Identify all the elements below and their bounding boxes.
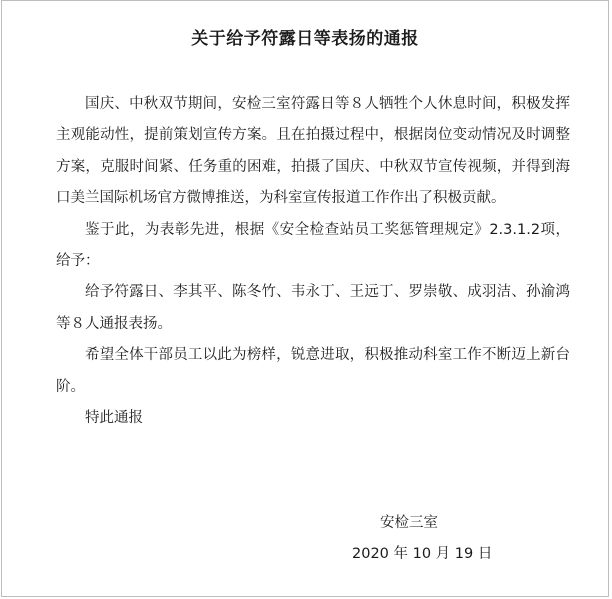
document-page [1,0,609,597]
paragraph-background: 国庆、中秋双节期间，安检三室符露日等８人牺牲个人休息时间，积极发挥主观能动性，提前策划宣传方案。且在拍摄过程中，根据岗位变动情况及时调整方案，克服时间紧、任务重的困难，拍摄了国庆、中秋双节宣传视频，并得到海口美兰国际机场官方微博推送，为科室宣传报道工作作出了积极贡献。 [56,96,570,207]
paragraph-commendation: 给予符露日、李其平、陈冬竹、韦永丁、王远丁、罗崇敬、成羽洁、孙渝鸿等８人通报表扬。 [56,284,570,332]
signature-date: 2020 年 10 月 19 日 [352,546,493,562]
paragraph-closing: 特此通报 [85,410,143,427]
paragraph-expectation: 希望全体干部员工以此为榜样，锐意进取，积极推动科室工作不断迈上新台阶。 [56,347,570,395]
paragraph-basis: 鉴于此，为表彰先进，根据《安全检查站员工奖惩管理规定》2.3.1.2项，给予： [56,221,570,270]
document-body [56,89,570,434]
signature-department: 安检三室 [380,515,438,531]
document-title: 关于给予符露日等表扬的通报 [191,29,419,49]
